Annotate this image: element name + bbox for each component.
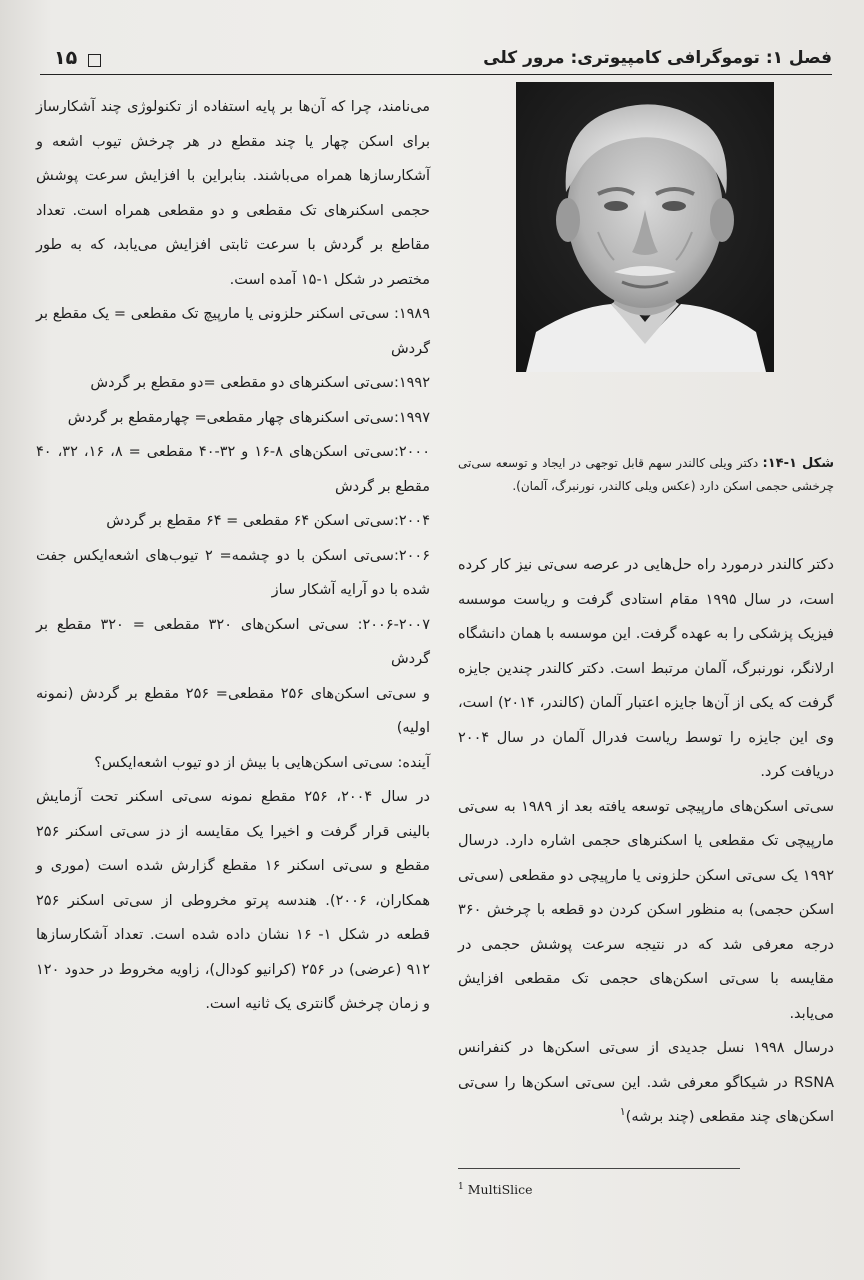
page-number: ۱۵ xyxy=(54,47,78,69)
footnote-reference: ۱ xyxy=(619,1105,626,1119)
portrait-photo xyxy=(516,82,774,372)
caption-text: دکتر ویلی کالندر سهم قابل توجهی در ایجاد و توسعه سی‌تی چرخشی حجمی اسکن دارد (عکس ویلی کالندر، نورنبرگ، آلمان). xyxy=(458,456,834,493)
footnote-divider xyxy=(458,1168,740,1169)
figure-caption xyxy=(458,452,834,498)
timeline-item: ۲۰۰۶-۲۰۰۷: سی‌تی اسکن‌های ۳۲۰ مقطعی = ۳۲۰ مقطع بر گردش xyxy=(36,616,431,667)
right-column xyxy=(458,548,834,1135)
chapter-title: فصل ۱: توموگرافی کامپیوتری: مرور کلی xyxy=(483,48,832,68)
paragraph: سی‌تی اسکن‌های مارپیچی توسعه یافته بعد از ۱۹۸۹ به سی‌تی مارپیچی تک مقطعی یا اسکنرهای حجمی اشاره دارد. درسال ۱۹۹۲ یک سی‌تی اسکن حلزونی یا مارپیچی دو مقطعی (سی‌تی اسکن حجمی) به منظور اسکن کردن دو قطعه با چرخش ۳۶۰ درجه معرفی شد که در نتیجه سرعت پوشش حجمی در مقایسه با سی‌تی اسکن‌های حجمی تک مقطعی افزایش می‌یابد. xyxy=(458,798,835,1022)
paragraph-with-footnote xyxy=(458,1031,834,1135)
timeline-item: آینده: سی‌تی اسکن‌هایی با بیش از دو تیوب اشعه‌ایکس؟ xyxy=(94,754,430,771)
timeline-item: و سی‌تی اسکن‌های ۲۵۶ مقطعی= ۲۵۶ مقطع بر گردش (نمونه اولیه) xyxy=(36,685,431,736)
left-column xyxy=(36,90,430,1022)
paragraph: می‌نامند، چرا که آن‌ها بر پایه استفاده از تکنولوژی چند آشکارساز برای اسکن چهار یا چند مقطع در هر چرخش تیوب اشعه و آشکارسازها همراه می‌باشند. بنابراین با افزایش سرعت پوشش حجمی اسکنرهای تک مقطعی و دو مقطعی همراه است. تعداد مقاطع بر گردش با سرعت ثابتی افزایش می‌یابد، که به طور مختصر در شکل ۱-۱۵ آمده است. xyxy=(36,99,430,288)
timeline-item: ۲۰۰۰:سی‌تی اسکن‌های ۸-۱۶ و ۳۲-۴۰ مقطعی = ۸، ۱۶، ۳۲، ۴۰ مقطع بر گردش xyxy=(36,444,430,495)
timeline-item: ۲۰۰۴:سی‌تی اسکن ۶۴ مقطعی = ۶۴ مقطع بر گردش xyxy=(106,513,430,529)
paragraph-text: درسال ۱۹۹۸ نسل جدیدی از سی‌تی اسکن‌ها در کنفرانس RSNA در شیکاگو معرفی شد. این سی‌تی اسکن‌ها را سی‌تی اسکن‌های چند مقطعی (چند برشه) xyxy=(458,1040,834,1125)
timeline-item: ۱۹۹۷:سی‌تی اسکنرهای چهار مقطعی= چهارمقطع بر گردش xyxy=(67,409,430,426)
portrait-image xyxy=(516,82,774,372)
footnote-marker: 1 xyxy=(458,1182,464,1192)
running-header xyxy=(40,48,832,74)
footnote-text: MultiSlice xyxy=(467,1182,533,1198)
timeline-item: ۱۹۹۲:سی‌تی اسکنرهای دو مقطعی =دو مقطع بر گردش xyxy=(90,375,430,391)
header-divider xyxy=(40,74,832,75)
timeline-item: ۱۹۸۹: سی‌تی اسکنر حلزونی یا مارپیچ تک مقطعی = یک مقطع بر گردش xyxy=(36,306,430,357)
timeline-item: ۲۰۰۶:سی‌تی اسکن با دو چشمه= ۲ تیوب‌های اشعه‌ایکس جفت شده با دو آرایه آشکار ساز xyxy=(36,547,430,598)
separator-square-icon xyxy=(88,54,101,67)
paragraph: در سال ۲۰۰۴، ۲۵۶ مقطع نمونه سی‌تی اسکنر تحت آزمایش بالینی قرار گرفت و اخیرا یک مقایسه از دز سی‌تی اسکنر ۲۵۶ مقطع و سی‌تی اسکنر ۱۶ مقطع گزارش شده است (موری و همکاران، ۲۰۰۶). هندسه پرتو مخروطی از سی‌تی اسکنر ۲۵۶ قطعه در شکل ۱- ۱۶ نشان داده شده است. تعداد آشکارسازها ۹۱۲ (عرضی) در ۲۵۶ (کرانیو کودال)، زاویه مخروط در حدود ۱۲۰ و زمان چرخش گانتری یک ثانیه است. xyxy=(36,789,431,1012)
paragraph: دکتر کالندر درمورد راه حل‌هایی در عرصه سی‌تی نیز کار کرده است، در سال ۱۹۹۵ مقام استادی گرفت و ریاست موسسه فیزیک پزشکی را به عهده گرفت. این موسسه با همان دانشگاه ارلانگر، نورنبرگ، آلمان مرتبط است. دکتر کالندر چندین جایزه گرفت که یکی از آن‌ها جایزه اعتبار آلمان (کالندر، ۲۰۱۴) است، وی این جایزه را توسط ریاست فدرال آلمان در سال ۲۰۰۴ دریافت کرد. xyxy=(458,557,834,780)
footnote xyxy=(458,1182,533,1197)
figure-label: شکل ۱-۱۴: xyxy=(762,456,834,471)
